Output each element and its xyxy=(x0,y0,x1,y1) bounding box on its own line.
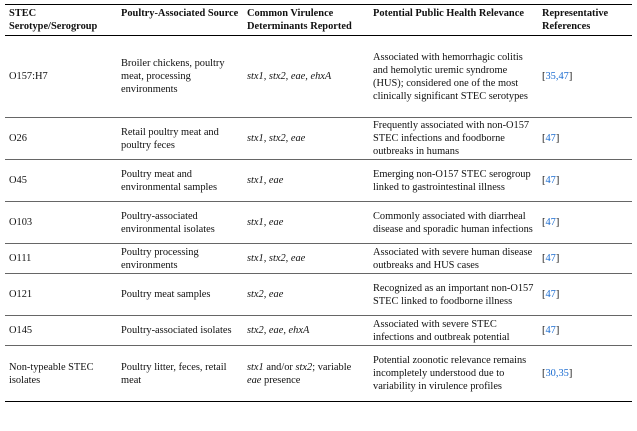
references-cell xyxy=(538,36,632,118)
source-cell: Retail poultry meat and poultry feces xyxy=(117,118,243,160)
source-cell: Poultry meat samples xyxy=(117,274,243,316)
virulence-cell: stx2, eae xyxy=(243,274,369,316)
references-cell xyxy=(538,202,632,244)
virulence-cell: stx1, stx2, eae xyxy=(243,118,369,160)
bracket-close: ] xyxy=(555,253,560,264)
header-source: Poultry-Associated Source xyxy=(117,5,243,36)
reference-link[interactable]: 47 xyxy=(545,289,556,300)
table-row xyxy=(5,316,632,346)
table-row xyxy=(5,202,632,244)
references-cell xyxy=(538,160,632,202)
bracket-close: ] xyxy=(555,175,560,186)
table-body xyxy=(5,36,632,402)
header-row xyxy=(5,5,632,36)
relevance-cell: Commonly associated with diarrheal disease and sporadic human infections xyxy=(369,202,538,244)
serotype-cell: O121 xyxy=(5,274,117,316)
bracket-open: [ xyxy=(542,217,546,228)
header-relevance: Potential Public Health Relevance xyxy=(369,5,538,36)
relevance-cell: Potential zoonotic relevance remains incompletely understood due to variability in virulence profiles xyxy=(369,346,538,402)
references-cell xyxy=(538,316,632,346)
virulence-cell: stx1, stx2, eae xyxy=(243,244,369,274)
bracket-close: ] xyxy=(568,368,573,379)
relevance-cell: Associated with severe STEC infections and outbreak potential xyxy=(369,316,538,346)
virulence-text: ; variable xyxy=(312,361,352,373)
bracket-close: ] xyxy=(555,325,560,336)
bracket-open: [ xyxy=(542,368,546,379)
relevance-cell: Recognized as an important non-O157 STEC linked to foodborne illness xyxy=(369,274,538,316)
reference-link[interactable]: 47 xyxy=(545,325,556,336)
virulence-cell: stx1, eae xyxy=(243,202,369,244)
table-row xyxy=(5,118,632,160)
references-cell xyxy=(538,274,632,316)
source-cell: Poultry litter, feces, retail meat xyxy=(117,346,243,402)
table-row xyxy=(5,160,632,202)
bracket-open: [ xyxy=(542,253,546,264)
gene-name: eae xyxy=(247,374,262,386)
bracket-open: [ xyxy=(542,71,546,82)
references-cell xyxy=(538,118,632,160)
source-cell: Poultry meat and environmental samples xyxy=(117,160,243,202)
serotype-cell: Non-typeable STEC isolates xyxy=(5,346,117,402)
reference-link[interactable]: 47 xyxy=(545,133,556,144)
bracket-open: [ xyxy=(542,175,546,186)
references-cell xyxy=(538,244,632,274)
serotype-cell: O111 xyxy=(5,244,117,274)
header-references: Representative References xyxy=(538,5,632,36)
table-row xyxy=(5,346,632,402)
serotype-cell: O145 xyxy=(5,316,117,346)
serotype-cell: O157:H7 xyxy=(5,36,117,118)
reference-link[interactable]: 35,47 xyxy=(545,71,569,82)
reference-link[interactable]: 47 xyxy=(545,253,556,264)
source-cell: Poultry-associated environmental isolates xyxy=(117,202,243,244)
reference-link[interactable]: 47 xyxy=(545,217,556,228)
serotype-cell: O103 xyxy=(5,202,117,244)
relevance-cell: Frequently associated with non-O157 STEC infections and foodborne outbreaks in humans xyxy=(369,118,538,160)
gene-name: stx1 xyxy=(247,361,264,373)
gene-name: stx2 xyxy=(295,361,313,373)
stec-table xyxy=(5,4,632,402)
header-virulence: Common Virulence Determinants Reported xyxy=(243,5,369,36)
source-cell: Poultry-associated isolates xyxy=(117,316,243,346)
virulence-cell: stx1, eae xyxy=(243,160,369,202)
virulence-cell: stx2, eae, ehxA xyxy=(243,316,369,346)
serotype-cell: O45 xyxy=(5,160,117,202)
table-row xyxy=(5,274,632,316)
virulence-text: and/or xyxy=(263,361,296,373)
table-row xyxy=(5,244,632,274)
relevance-cell: Associated with hemorrhagic colitis and hemolytic uremic syndrome (HUS); considered one of the most clinically significant STEC serotypes xyxy=(369,36,538,118)
virulence-cell: stx1, stx2, eae, ehxA xyxy=(243,36,369,118)
reference-link[interactable]: 30,35 xyxy=(545,368,569,379)
source-cell: Broiler chickens, poultry meat, processing environments xyxy=(117,36,243,118)
source-cell: Poultry processing environments xyxy=(117,244,243,274)
serotype-cell: O26 xyxy=(5,118,117,160)
virulence-text: presence xyxy=(261,374,301,386)
bracket-close: ] xyxy=(555,133,560,144)
bracket-open: [ xyxy=(542,289,546,300)
bracket-close: ] xyxy=(555,289,560,300)
bracket-close: ] xyxy=(555,217,560,228)
bracket-close: ] xyxy=(568,71,573,82)
table-row xyxy=(5,36,632,118)
relevance-cell: Associated with severe human disease outbreaks and HUS cases xyxy=(369,244,538,274)
references-cell xyxy=(538,346,632,402)
relevance-cell: Emerging non-O157 STEC serogroup linked to gastrointestinal illness xyxy=(369,160,538,202)
bracket-open: [ xyxy=(542,325,546,336)
bracket-open: [ xyxy=(542,133,546,144)
virulence-cell xyxy=(243,346,369,402)
header-serotype: STEC Serotype/Serogroup xyxy=(5,5,117,36)
reference-link[interactable]: 47 xyxy=(545,175,556,186)
table-header xyxy=(5,5,632,36)
